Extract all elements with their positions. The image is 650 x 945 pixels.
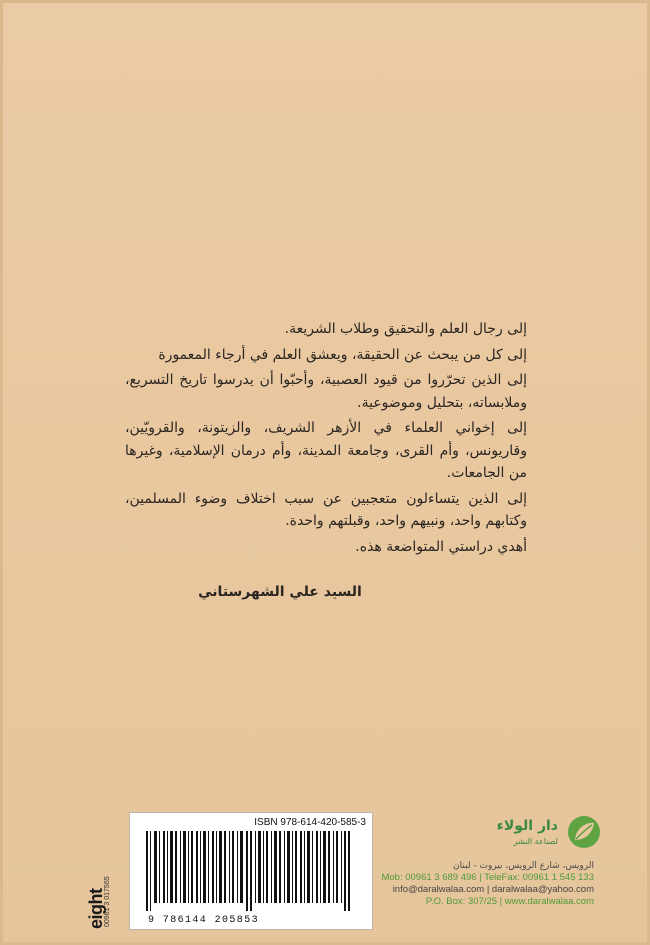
publisher-name: دار الولاء — [496, 818, 558, 834]
publisher-address: الرويس، شارع الرويس، بيروت - لبنان — [453, 861, 594, 871]
publisher-subtitle: لصناعة النشر — [513, 837, 558, 846]
author-signature: السيد علي الشهرستاني — [198, 584, 362, 600]
barcode-digits: 9 786144 205853 — [148, 915, 260, 926]
barcode-bars — [140, 831, 362, 911]
publisher-emails: info@daralwalaa.com | daralwalaa@yahoo.com — [392, 884, 594, 895]
publisher-contact — [381, 860, 594, 908]
series-logo-code: 00961 3 017565 — [104, 876, 111, 927]
publisher-web: P.O. Box: 307/25 | www.daralwalaa.com — [425, 896, 594, 907]
dedication-paragraph-5: إلى الذين يتساءلون متعجبين عن سبب اختلاف وضوء المسلمين، وكتابهم واحد، ونبيهم واحد، وقبلتهم واحدة. — [125, 490, 527, 529]
dedication-paragraph-2: إلى كل من يبحث عن الحقيقة، ويعشق العلم في أرجاء المعمورة — [158, 346, 527, 363]
publisher-leaf-icon — [566, 814, 602, 850]
dedication-paragraph-3: إلى الذين تحرّروا من قيود العصبية، وأحبّوا أن يدرسوا تاريخ التسريع، وملابساته، بتحليل وموضوعية. — [125, 372, 527, 411]
dedication-paragraph-1: إلى رجال العلم والتحقيق وطلاب الشريعة. — [284, 321, 527, 337]
dedication-paragraph-4: إلى إخواني العلماء في الأزهر الشريف، والزيتونة، والقرويّين، وقاريونس، وأم القرى، وجامعة المدينة، وأم درمان الإسلامية، وغيرها من الجامعات. — [125, 420, 527, 481]
dedication-paragraph-6: أهدي دراستي المتواضعة هذه. — [355, 538, 527, 555]
isbn-number: ISBN 978-614-420-585-3 — [254, 817, 366, 828]
isbn-barcode — [129, 812, 373, 930]
publisher-block — [380, 812, 602, 932]
dedication-text — [125, 318, 527, 561]
series-logo-word: eight — [86, 888, 106, 929]
publisher-phones: Mob: 00961 3 689 496 | TeleFax: 00961 1 545 133 — [381, 872, 594, 883]
